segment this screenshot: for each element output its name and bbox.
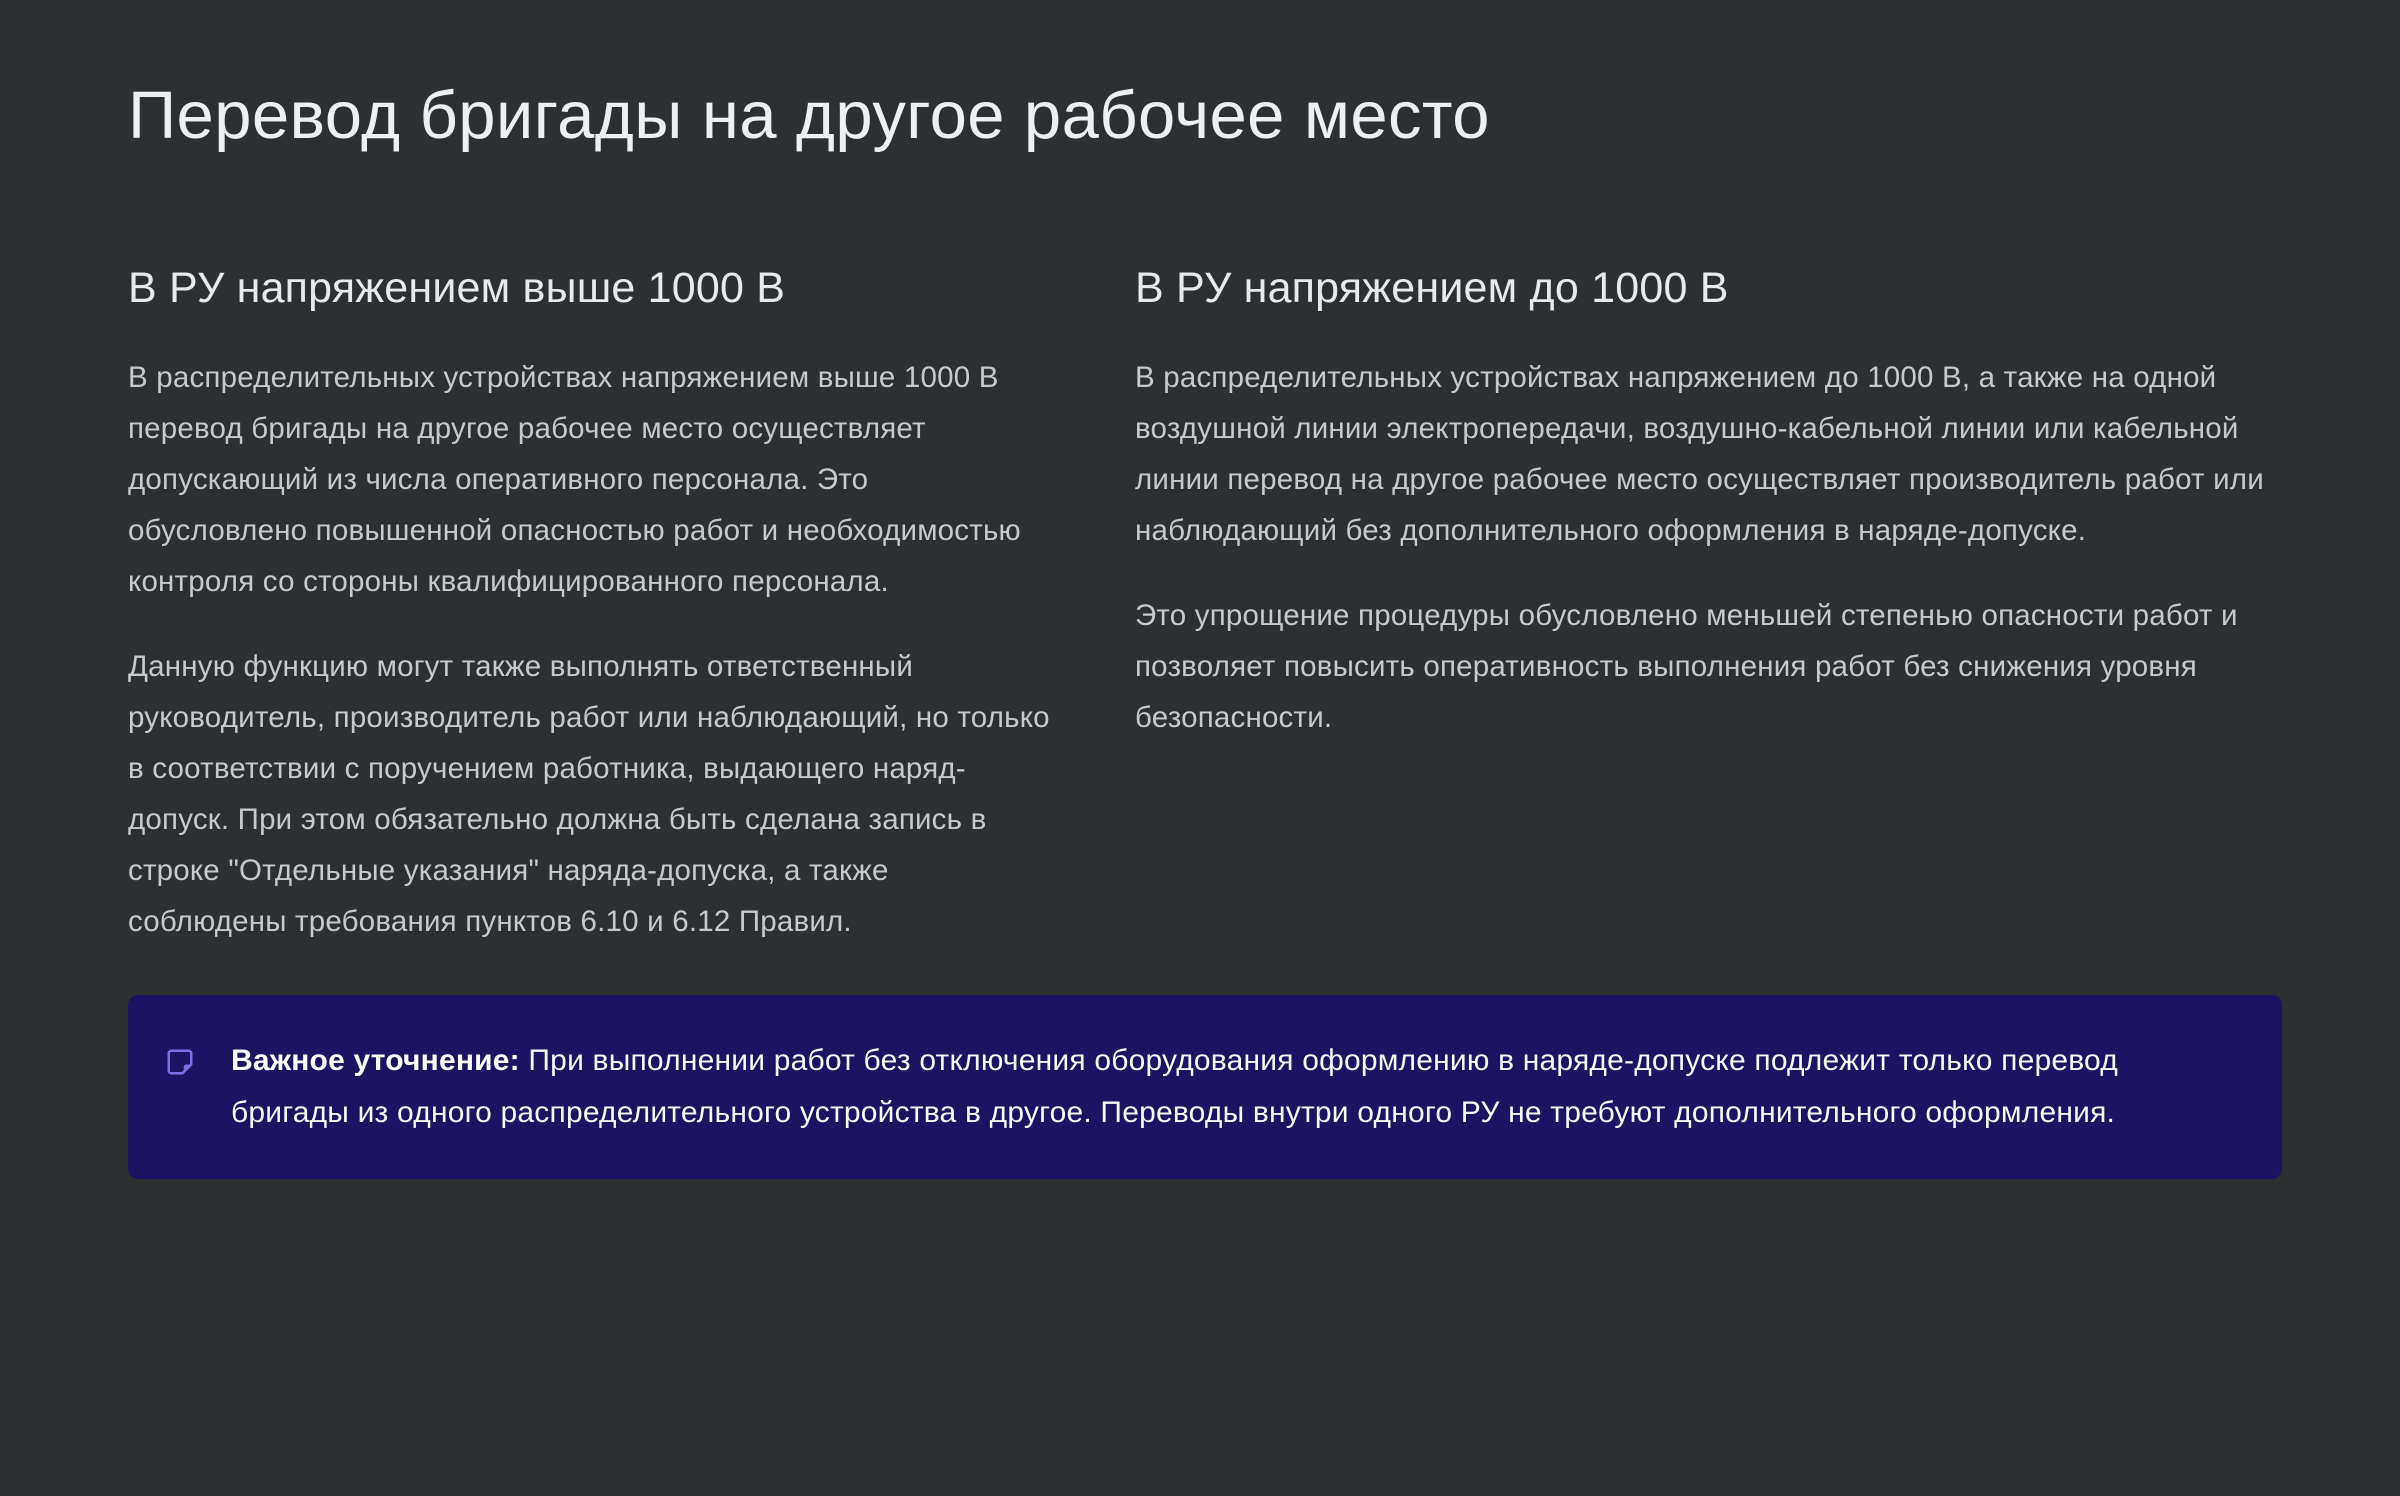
sticky-note-icon <box>165 1047 195 1077</box>
note-label: Важное уточнение: <box>231 1043 520 1077</box>
column-paragraph: В распределительных устройствах напряжением выше 1000 В перевод бригады на другое рабочее место осуществляет допускающий из числа оперативного персонала. Это обусловлено повышенной опасностью работ и необходимостью контроля со стороны квалифицированного персонала. <box>128 360 1021 598</box>
note-body: При выполнении работ без отключения оборудования оформлению в наряде-допуске подлежит только перевод бригады из одного распределительного устройства в другое. Переводы внутри одного РУ не требуют дополнительного оформления. <box>231 1043 2118 1129</box>
column-heading-below-1000v: В РУ напряжением до 1000 В <box>1135 263 1729 312</box>
column-heading-above-1000v: В РУ напряжением выше 1000 В <box>128 263 786 312</box>
important-note-callout <box>128 995 2282 1179</box>
column-below-1000v <box>1135 262 2282 947</box>
column-paragraph: Данную функцию могут также выполнять ответственный руководитель, производитель работ или наблюдающий, но только в соответствии с поручением работника, выдающего наряд-допуск. При этом обязательно должна быть сделана запись в строке "Отдельные указания" наряда-допуска, а также соблюдены требования пунктов 6.10 и 6.12 Правил. <box>128 649 1050 938</box>
column-above-1000v <box>128 262 1053 947</box>
content-columns <box>128 262 2282 947</box>
slide-page <box>0 74 2400 1496</box>
note-text <box>231 1035 2226 1139</box>
column-paragraph: Это упрощение процедуры обусловлено меньшей степенью опасности работ и позволяет повысить оперативность выполнения работ без снижения уровня безопасности. <box>1135 598 2238 734</box>
column-paragraph: В распределительных устройствах напряжением до 1000 В, а также на одной воздушной линии электропередачи, воздушно-кабельной линии или кабельной линии перевод на другое рабочее место осуществляет производитель работ или наблюдающий без дополнительного оформления в наряде-допуске. <box>1135 360 2264 547</box>
page-title: Перевод бригады на другое рабочее место <box>128 78 1490 153</box>
